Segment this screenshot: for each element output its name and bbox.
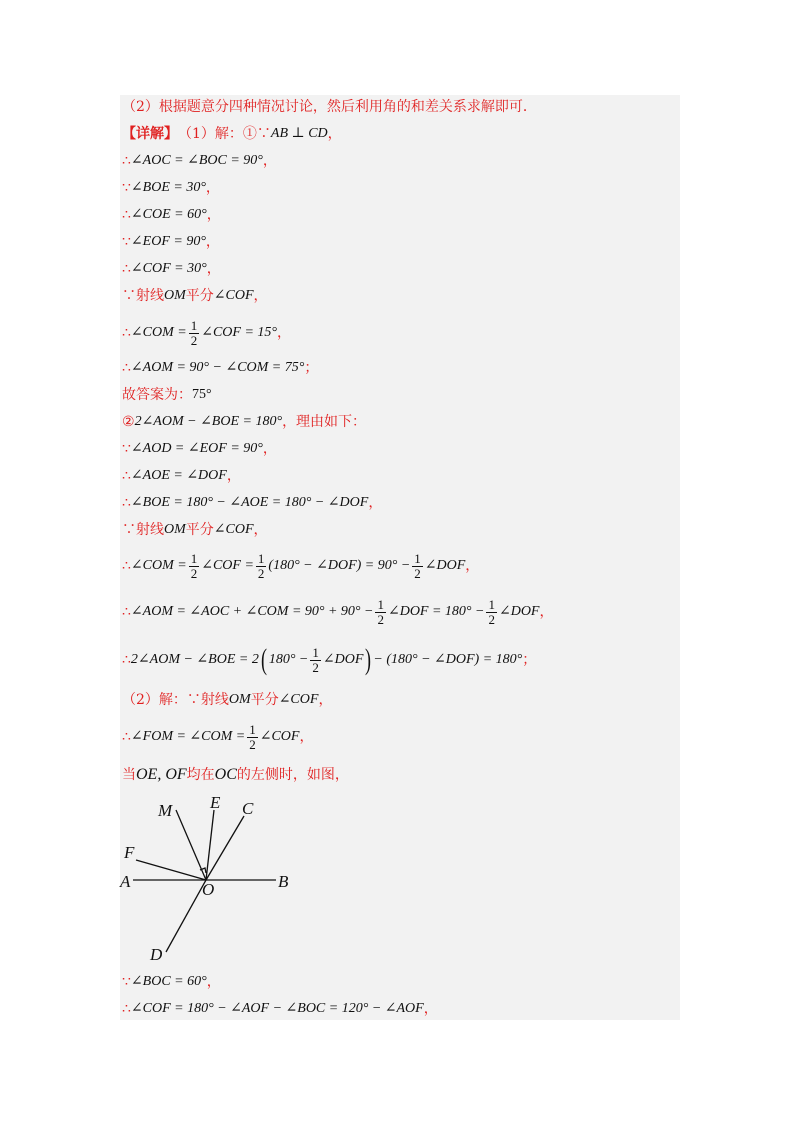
fraction: $\frac{1}{2}$: [414, 550, 421, 581]
step-line: ∴ ∠FOM = ∠COM = $\frac{1}{2}$ ∠COF ，: [122, 721, 314, 752]
step-line: ∴ ∠AOM = 90° − ∠COM = 75° ；: [122, 360, 319, 376]
label-f: F: [124, 843, 135, 862]
label-d: D: [150, 945, 163, 964]
step-line: ∴ ∠COM = $\frac{1}{2}$ ∠COF = 15° ，: [122, 317, 291, 348]
step-line: ∵ ∠BOE = 30° ，: [122, 180, 220, 196]
label-a: A: [120, 872, 131, 891]
step-line: ∴ 2∠AOM − ∠BOE = 2 ( 180° − $\frac{1}{2}$ ∠DOF ) − (180° − ∠DOF) = 180° ；: [122, 643, 537, 676]
big-paren-left: (: [260, 643, 267, 676]
fraction: $\frac{1}{2}$: [190, 317, 198, 348]
ray-of: [136, 860, 206, 880]
geometry-diagram: [118, 790, 298, 965]
fraction: $\frac{1}{2}$: [249, 721, 256, 752]
fraction: $\frac{1}{2}$: [257, 550, 265, 581]
step-line: ∴ ∠AOE = ∠DOF ，: [122, 468, 241, 484]
label-e: E: [210, 793, 221, 812]
step-line: ∵射线 OM 平分 ∠COF ，: [122, 522, 268, 538]
step-line: ∴ ∠AOM = ∠AOC + ∠COM = 90° + 90° − $\frac{1}{2}$ ∠DOF = 180° − $\frac{1}{2}$ ∠DOF ，: [122, 596, 554, 627]
step-line: ② 2∠AOM − ∠BOE = 180° ，理由如下：: [122, 414, 367, 430]
fraction: $\frac{1}{2}$: [312, 644, 319, 675]
step-line: ∴ ∠COE = 60° ，: [122, 207, 221, 223]
step-line: ∴ ∠COM = $\frac{1}{2}$ ∠COF = $\frac{1}{2}$ (180° − ∠DOF) = 90° − $\frac{1}{2}$ ∠DOF ，: [122, 550, 480, 581]
fraction: $\frac{1}{2}$: [488, 596, 495, 627]
step-line: ∴ ∠BOE = 180° − ∠AOE = 180° − ∠DOF ，: [122, 495, 383, 511]
fraction: $\frac{1}{2}$: [377, 596, 384, 627]
label-c: C: [242, 799, 254, 818]
answer-line: 故答案为： 75°: [122, 387, 212, 403]
fraction: $\frac{1}{2}$: [190, 550, 198, 581]
solution-heading: 【详解】 （1）解：①∵ AB ⊥ CD ，: [122, 126, 342, 142]
step-line: ∴ ∠AOC = ∠BOC = 90° ，: [122, 153, 277, 169]
step-line: ∵射线 OM 平分 ∠COF ，: [122, 288, 268, 304]
step-line: ∵ ∠AOD = ∠EOF = 90° ，: [122, 441, 277, 457]
detail-tag: 【详解】: [122, 126, 178, 142]
label-o: O: [202, 880, 215, 899]
ray-od: [166, 880, 206, 952]
label-m: M: [158, 801, 173, 820]
big-paren-right: ): [365, 643, 372, 676]
step-line: ∴ ∠COF = 180° − ∠AOF − ∠BOC = 120° − ∠AOF ，: [122, 1001, 438, 1017]
case-line: 当 OE, OF 均在 OC 的左侧时，如图，: [122, 766, 349, 783]
hint-line: （2）根据题意分四种情况讨论，然后利用角的和差关系求解即可．: [122, 99, 537, 115]
step-line: ∴ ∠COF = 30° ，: [122, 261, 221, 277]
part2-heading: （2）解：∵射线 OM 平分 ∠COF ，: [122, 692, 333, 708]
step-line: ∵ ∠EOF = 90° ，: [122, 234, 220, 250]
step-line: ∵ ∠BOC = 60° ，: [122, 974, 221, 990]
label-b: B: [278, 872, 289, 891]
